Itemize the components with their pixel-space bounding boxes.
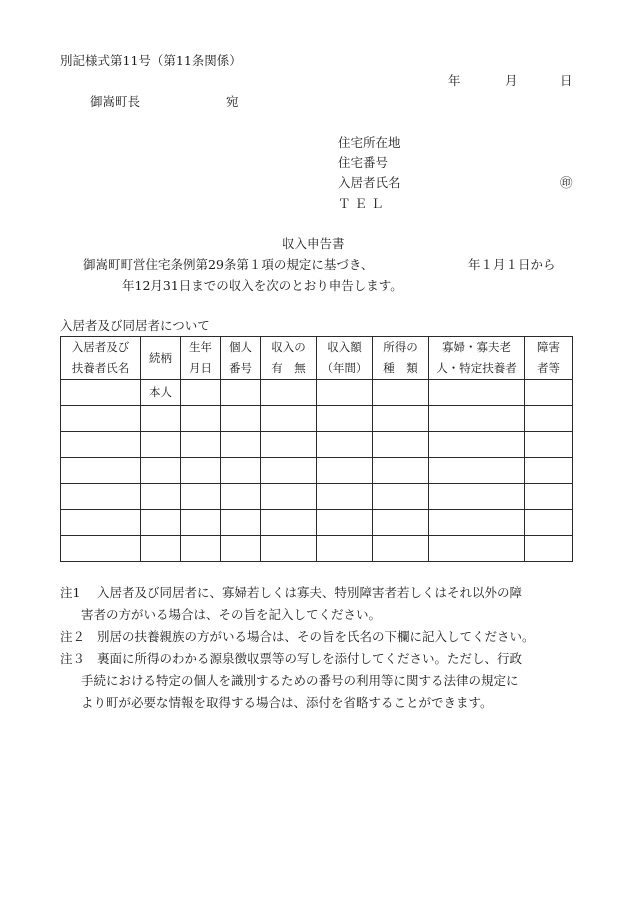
- header-name: 入居者及び 扶養者氏名: [61, 337, 141, 380]
- addressee-name: 御嵩町長: [90, 94, 141, 109]
- table-header-row: [61, 337, 573, 380]
- cell-disability[interactable]: [525, 432, 573, 458]
- cell-relation[interactable]: [141, 406, 181, 432]
- cell-name[interactable]: [61, 458, 141, 484]
- cell-dependents[interactable]: [429, 510, 525, 536]
- document-title: 収入申告書: [282, 236, 345, 251]
- note-continuation: 手続における特定の個人を識別するための番号の利用等に関する法律の規定に: [81, 673, 519, 688]
- address-label: 住宅所在地: [338, 135, 401, 150]
- note-continuation: 害者の方がいる場合は、その旨を記入してください。: [81, 607, 382, 622]
- note-1: [60, 582, 580, 604]
- cell-income-presence[interactable]: [261, 380, 317, 406]
- note-mark: 注３: [60, 651, 86, 666]
- cell-income-amount[interactable]: [317, 406, 373, 432]
- cell-personal-number[interactable]: [221, 432, 261, 458]
- table-row: [61, 458, 573, 484]
- date-month: 月: [505, 73, 518, 88]
- header-dependents: 寡婦・寡夫老 人・特定扶養者: [429, 337, 525, 380]
- cell-name[interactable]: [61, 536, 141, 562]
- note-2: [60, 626, 580, 648]
- table-row: [61, 406, 573, 432]
- tel-label: ＴＥＬ: [338, 196, 388, 211]
- note-mark: 注1: [60, 585, 81, 600]
- header-income-type: 所得の 種 類: [373, 337, 429, 380]
- cell-income-amount[interactable]: [317, 484, 373, 510]
- cell-income-amount[interactable]: [317, 536, 373, 562]
- header-income-amount: 収入額 （年間）: [317, 337, 373, 380]
- body-line1-a: 御嵩町町営住宅条例第29条第１項の規定に基づき、: [83, 257, 374, 272]
- cell-birthdate[interactable]: [181, 406, 221, 432]
- note-continuation: より町が必要な情報を取得する場合は、添付を省略することができます。: [81, 695, 493, 710]
- cell-income-type[interactable]: [373, 536, 429, 562]
- cell-relation[interactable]: [141, 536, 181, 562]
- cell-personal-number[interactable]: [221, 406, 261, 432]
- cell-birthdate[interactable]: [181, 536, 221, 562]
- cell-dependents[interactable]: [429, 458, 525, 484]
- header-relation: 続柄: [141, 337, 181, 380]
- cell-disability[interactable]: [525, 458, 573, 484]
- table-row: [61, 432, 573, 458]
- cell-income-amount[interactable]: [317, 458, 373, 484]
- header-personal-number: 個人 番号: [221, 337, 261, 380]
- cell-income-amount[interactable]: [317, 510, 373, 536]
- cell-dependents[interactable]: [429, 484, 525, 510]
- cell-disability[interactable]: [525, 510, 573, 536]
- cell-income-type[interactable]: [373, 406, 429, 432]
- cell-dependents[interactable]: [429, 432, 525, 458]
- date-day: 日: [560, 73, 573, 88]
- resident-name-label: 入居者氏名: [338, 175, 401, 190]
- cell-income-amount[interactable]: [317, 432, 373, 458]
- cell-birthdate[interactable]: [181, 432, 221, 458]
- cell-dependents[interactable]: [429, 536, 525, 562]
- cell-personal-number[interactable]: [221, 458, 261, 484]
- cell-relation[interactable]: [141, 458, 181, 484]
- note-text: 別居の扶養親族の方がいる場合は、その旨を氏名の下欄に記入してください。: [97, 629, 535, 644]
- cell-disability[interactable]: [525, 484, 573, 510]
- cell-relation[interactable]: [141, 432, 181, 458]
- seal-mark: ㊞: [560, 175, 573, 190]
- cell-relation[interactable]: [141, 510, 181, 536]
- house-number-label: 住宅番号: [338, 155, 389, 170]
- cell-income-presence[interactable]: [261, 406, 317, 432]
- resident-table: [60, 336, 573, 562]
- table-row: [61, 380, 573, 406]
- cell-name[interactable]: [61, 432, 141, 458]
- cell-disability[interactable]: [525, 380, 573, 406]
- notes: [60, 582, 580, 714]
- cell-income-type[interactable]: [373, 380, 429, 406]
- cell-name[interactable]: [61, 380, 141, 406]
- cell-income-presence[interactable]: [261, 536, 317, 562]
- table-row: [61, 510, 573, 536]
- cell-birthdate[interactable]: [181, 380, 221, 406]
- cell-disability[interactable]: [525, 406, 573, 432]
- cell-relation[interactable]: [141, 484, 181, 510]
- cell-relation: 本人: [141, 380, 181, 406]
- cell-name[interactable]: [61, 406, 141, 432]
- cell-income-type[interactable]: [373, 510, 429, 536]
- header-income-presence: 収入の 有 無: [261, 337, 317, 380]
- cell-birthdate[interactable]: [181, 510, 221, 536]
- body-line1-b: 年１月１日から: [468, 257, 556, 272]
- cell-name[interactable]: [61, 484, 141, 510]
- cell-birthdate[interactable]: [181, 484, 221, 510]
- cell-personal-number[interactable]: [221, 380, 261, 406]
- cell-birthdate[interactable]: [181, 458, 221, 484]
- note-3: [60, 648, 580, 670]
- note-mark: 注２: [60, 629, 86, 644]
- header-birthdate: 生年 月日: [181, 337, 221, 380]
- cell-disability[interactable]: [525, 536, 573, 562]
- cell-dependents[interactable]: [429, 380, 525, 406]
- section-label: 入居者及び同居者について: [60, 318, 210, 333]
- cell-income-presence[interactable]: [261, 510, 317, 536]
- cell-income-presence[interactable]: [261, 432, 317, 458]
- cell-personal-number[interactable]: [221, 536, 261, 562]
- cell-name[interactable]: [61, 510, 141, 536]
- table-row: [61, 484, 573, 510]
- header-disability: 障害 者等: [525, 337, 573, 380]
- body-line2: 年12月31日までの収入を次のとおり申告します。: [122, 278, 403, 293]
- date-year: 年: [448, 73, 461, 88]
- form-reference: 別記様式第11号（第11条関係）: [60, 53, 242, 68]
- cell-personal-number[interactable]: [221, 510, 261, 536]
- cell-income-amount[interactable]: [317, 380, 373, 406]
- addressee-suffix: 宛: [226, 94, 239, 109]
- cell-income-type[interactable]: [373, 458, 429, 484]
- cell-personal-number[interactable]: [221, 484, 261, 510]
- table-row: [61, 536, 573, 562]
- cell-income-type[interactable]: [373, 484, 429, 510]
- cell-income-presence[interactable]: [261, 484, 317, 510]
- cell-dependents[interactable]: [429, 406, 525, 432]
- note-text: 入居者及び同居者に、寡婦若しくは寡夫、特別障害者若しくはそれ以外の障: [97, 585, 523, 600]
- cell-income-presence[interactable]: [261, 458, 317, 484]
- note-text: 裏面に所得のわかる源泉徴収票等の写しを添付してください。ただし、行政: [97, 651, 523, 666]
- cell-income-type[interactable]: [373, 432, 429, 458]
